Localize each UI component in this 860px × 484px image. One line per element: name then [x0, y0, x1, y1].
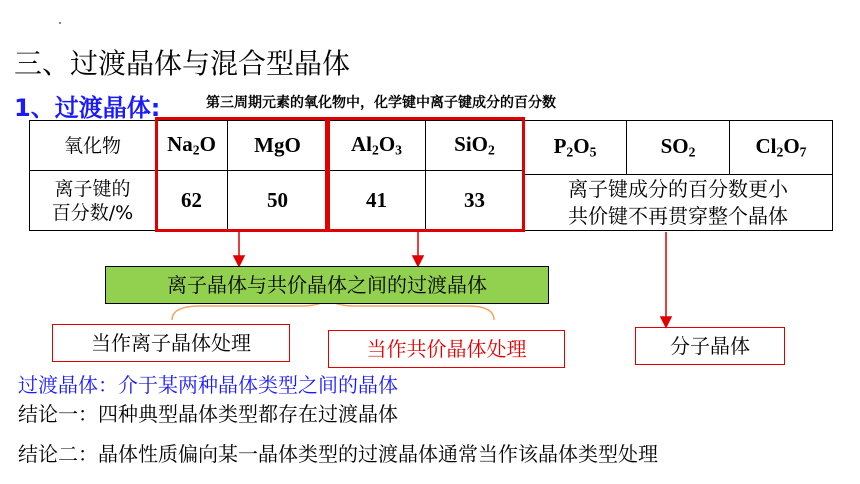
- percent-header: 离子键的 百分数/%: [30, 171, 156, 231]
- oxide-so2: $SO_2$: [627, 121, 730, 175]
- conclusion-two: 结论二：晶体性质偏向某一晶体类型的过渡晶体通常当作该晶体类型处理: [18, 442, 658, 466]
- value-sio2: 33: [426, 171, 524, 231]
- oxide-cl2o7: $Cl_2O_7$: [730, 121, 833, 175]
- table-caption: 第三周期元素的氧化物中，化学键中离子键成分的百分数: [206, 95, 556, 111]
- oxide-mgo: MgO: [228, 121, 328, 171]
- value-al2o3: 41: [328, 171, 426, 231]
- conclusion-one: 结论一：四种典型晶体类型都存在过渡晶体: [18, 402, 398, 426]
- oxide-sio2: SiO$_2$: [426, 121, 524, 171]
- value-na2o: 62: [156, 171, 228, 231]
- arrow-right-head: [661, 317, 671, 327]
- definition-text: 过渡晶体：介于某两种晶体类型之间的晶体: [18, 373, 398, 397]
- page-title: 三、过渡晶体与混合型晶体: [14, 47, 351, 80]
- value-mgo: 50: [228, 171, 328, 231]
- transition-crystal-box: 离子晶体与共价晶体之间的过渡晶体: [105, 266, 549, 304]
- oxide-header: 氧化物: [30, 121, 156, 171]
- oxide-al2o3: $Al_2O_3$: [328, 121, 426, 171]
- covalent-treatment-box: 当作共价晶体处理: [328, 330, 565, 368]
- molecular-crystal-box: 分子晶体: [635, 327, 785, 365]
- arrow-mid-head: [413, 256, 423, 266]
- ionic-treatment-box: 当作离子晶体处理: [52, 324, 290, 362]
- section-heading: 1、过渡晶体:: [14, 94, 161, 122]
- oxide-na2o: $Na_2O$: [156, 121, 228, 171]
- arrow-left-head: [234, 256, 244, 266]
- oxide-p2o5: $P_2O_5$: [524, 121, 627, 175]
- right-note: 离子键成分的百分数更小 共价键不再贯穿整个晶体: [524, 175, 833, 231]
